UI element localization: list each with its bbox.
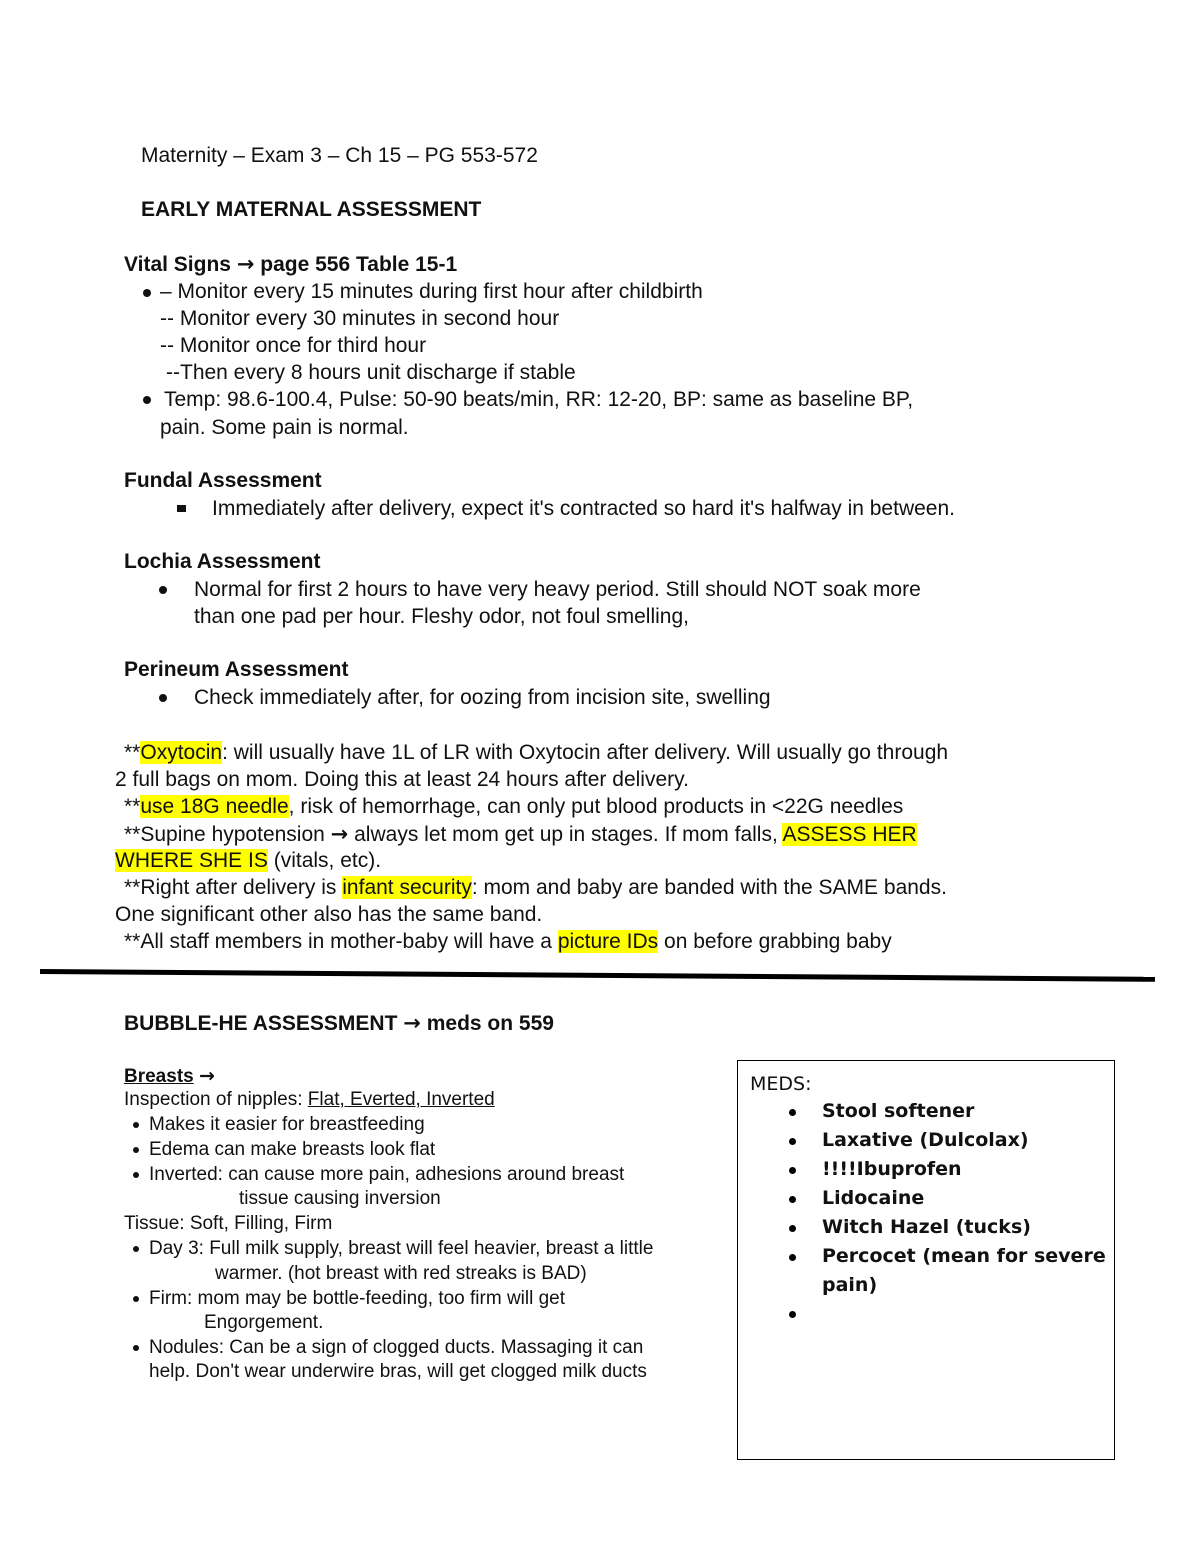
vital-signs-line-2: -- Monitor every 30 minutes in second hour <box>160 307 560 330</box>
fundal-heading: Fundal Assessment <box>124 469 322 492</box>
note-supine-text: **Supine hypotension <box>124 823 325 846</box>
bullet-icon <box>789 1196 796 1203</box>
bullet-icon <box>789 1109 796 1116</box>
note-infant-pre: **Right after delivery is <box>124 876 337 899</box>
med-item: Lidocaine <box>822 1187 925 1209</box>
bullet-icon <box>133 1246 139 1252</box>
vital-signs-line-5a: Temp: 98.6-100.4, Pulse: 50-90 beats/min, RR: 12-20, BP: same as baseline BP, <box>164 388 914 411</box>
highlight-assess-her: ASSESS HER <box>782 823 917 846</box>
bullet-icon <box>133 1345 139 1351</box>
med-item: Percocet (mean for severe <box>822 1245 1106 1267</box>
note-needle <box>124 795 903 819</box>
meds-label: MEDS: <box>750 1073 812 1095</box>
bullet-icon <box>789 1225 796 1232</box>
note-oxytocin-cont: 2 full bags on mom. Doing this at least 24 hours after delivery. <box>115 768 689 791</box>
vital-signs-line-4: --Then every 8 hours unit discharge if stable <box>166 361 576 384</box>
bullet-icon <box>133 1122 139 1128</box>
bullet-icon <box>789 1254 796 1261</box>
note-supine-mid: always let mom get up in stages. If mom falls, <box>354 823 778 846</box>
meds-box <box>737 1060 1115 1460</box>
square-bullet-icon <box>177 505 186 512</box>
vital-signs-line-1: – Monitor every 15 minutes during first hour after childbirth <box>160 280 703 303</box>
bullet-icon <box>789 1167 796 1174</box>
highlight-oxytocin: Oxytocin <box>140 741 223 764</box>
breasts-b1: Makes it easier for breastfeeding <box>149 1114 425 1135</box>
arrow-right-icon: → <box>330 822 349 846</box>
note-needle-text: , risk of hemorrhage, can only put blood products in <22G needles <box>288 795 904 818</box>
perineum-heading: Perineum Assessment <box>124 658 349 681</box>
breasts-b4b: warmer. (hot breast with red streaks is BAD) <box>215 1263 587 1284</box>
breasts-b5a: Firm: mom may be bottle-feeding, too firm will get <box>149 1288 566 1309</box>
bubble-title: BUBBLE-HE ASSESSMENT <box>124 1012 398 1035</box>
lochia-item-a: Normal for first 2 hours to have very heavy period. Still should NOT soak more <box>194 578 921 601</box>
arrow-right-icon: → <box>199 1065 215 1087</box>
lochia-heading: Lochia Assessment <box>124 550 321 573</box>
note-prefix: ** <box>124 741 141 764</box>
bullet-icon <box>133 1147 139 1153</box>
bullet-icon <box>143 289 151 297</box>
inspection-label: Inspection of nipples: <box>124 1089 303 1110</box>
bullet-icon <box>789 1311 796 1318</box>
note-prefix: ** <box>124 795 141 818</box>
bullet-icon <box>133 1172 139 1178</box>
note-infant-security <box>124 876 947 900</box>
arrow-right-icon: → <box>403 1011 421 1035</box>
note-picture-post: on before grabbing baby <box>664 930 892 953</box>
note-infant-cont: One significant other also has the same band. <box>115 903 543 926</box>
bullet-icon <box>143 396 151 404</box>
note-oxytocin-text: : will usually have 1L of LR with Oxytocin after delivery. Will usually go through <box>222 741 949 764</box>
med-item: Stool softener <box>822 1100 975 1122</box>
note-picture-ids <box>124 930 892 954</box>
document-title: Maternity – Exam 3 – Ch 15 – PG 553-572 <box>141 144 538 167</box>
vital-signs-title: Vital Signs <box>124 253 231 276</box>
breasts-b4a: Day 3: Full milk supply, breast will feel heavier, breast a little <box>149 1238 654 1259</box>
note-picture-pre: **All staff members in mother-baby will have a <box>124 930 552 953</box>
bubble-heading <box>124 1011 554 1036</box>
breasts-b3b: tissue causing inversion <box>239 1188 441 1209</box>
vital-signs-line-3: -- Monitor once for third hour <box>160 334 427 357</box>
bullet-icon <box>133 1296 139 1302</box>
lochia-item-b: than one pad per hour. Fleshy odor, not foul smelling, <box>194 605 689 628</box>
note-supine-end: (vitals, etc). <box>273 849 382 872</box>
med-item: !!!!Ibuprofen <box>822 1158 962 1180</box>
note-supine-cont <box>115 849 381 873</box>
highlight-infant-security: infant security <box>342 876 472 899</box>
med-item: Witch Hazel (tucks) <box>822 1216 1031 1238</box>
breasts-title: Breasts <box>124 1066 194 1087</box>
highlight-where-she-is: WHERE SHE IS <box>115 849 268 872</box>
bubble-ref: meds on 559 <box>426 1012 554 1035</box>
highlight-needle: use 18G needle <box>140 795 289 818</box>
breasts-b2: Edema can make breasts look flat <box>149 1139 436 1160</box>
vital-signs-ref: page 556 Table 15-1 <box>260 253 458 276</box>
note-oxytocin <box>124 741 948 765</box>
breasts-inspection <box>124 1089 495 1111</box>
inspection-values: Flat, Everted, Inverted <box>307 1089 495 1110</box>
med-item-cont: pain) <box>822 1274 878 1296</box>
breasts-b6b: help. Don't wear underwire bras, will get clogged milk ducts <box>149 1361 647 1382</box>
vital-signs-line-5b: pain. Some pain is normal. <box>160 416 409 439</box>
highlight-picture-ids: picture IDs <box>557 930 659 953</box>
perineum-item: Check immediately after, for oozing from incision site, swelling <box>194 686 771 709</box>
bullet-icon <box>789 1138 796 1145</box>
vital-signs-heading <box>124 252 457 277</box>
bullet-icon <box>159 694 167 702</box>
med-item: Laxative (Dulcolax) <box>822 1129 1029 1151</box>
breasts-b3a: Inverted: can cause more pain, adhesions around breast <box>149 1164 625 1185</box>
breasts-b6a: Nodules: Can be a sign of clogged ducts. Massaging it can <box>149 1337 644 1358</box>
fundal-item: Immediately after delivery, expect it's contracted so hard it's halfway in between. <box>212 497 955 520</box>
breasts-tissue: Tissue: Soft, Filling, Firm <box>124 1213 333 1234</box>
bullet-icon <box>159 586 167 594</box>
arrow-right-icon: → <box>236 252 255 276</box>
section-heading-early-maternal: EARLY MATERNAL ASSESSMENT <box>141 198 482 221</box>
section-divider <box>40 969 1155 982</box>
note-infant-post: : mom and baby are banded with the SAME bands. <box>471 876 947 899</box>
breasts-b5b: Engorgement. <box>204 1312 324 1333</box>
breasts-heading <box>124 1065 215 1088</box>
note-supine <box>124 822 917 847</box>
